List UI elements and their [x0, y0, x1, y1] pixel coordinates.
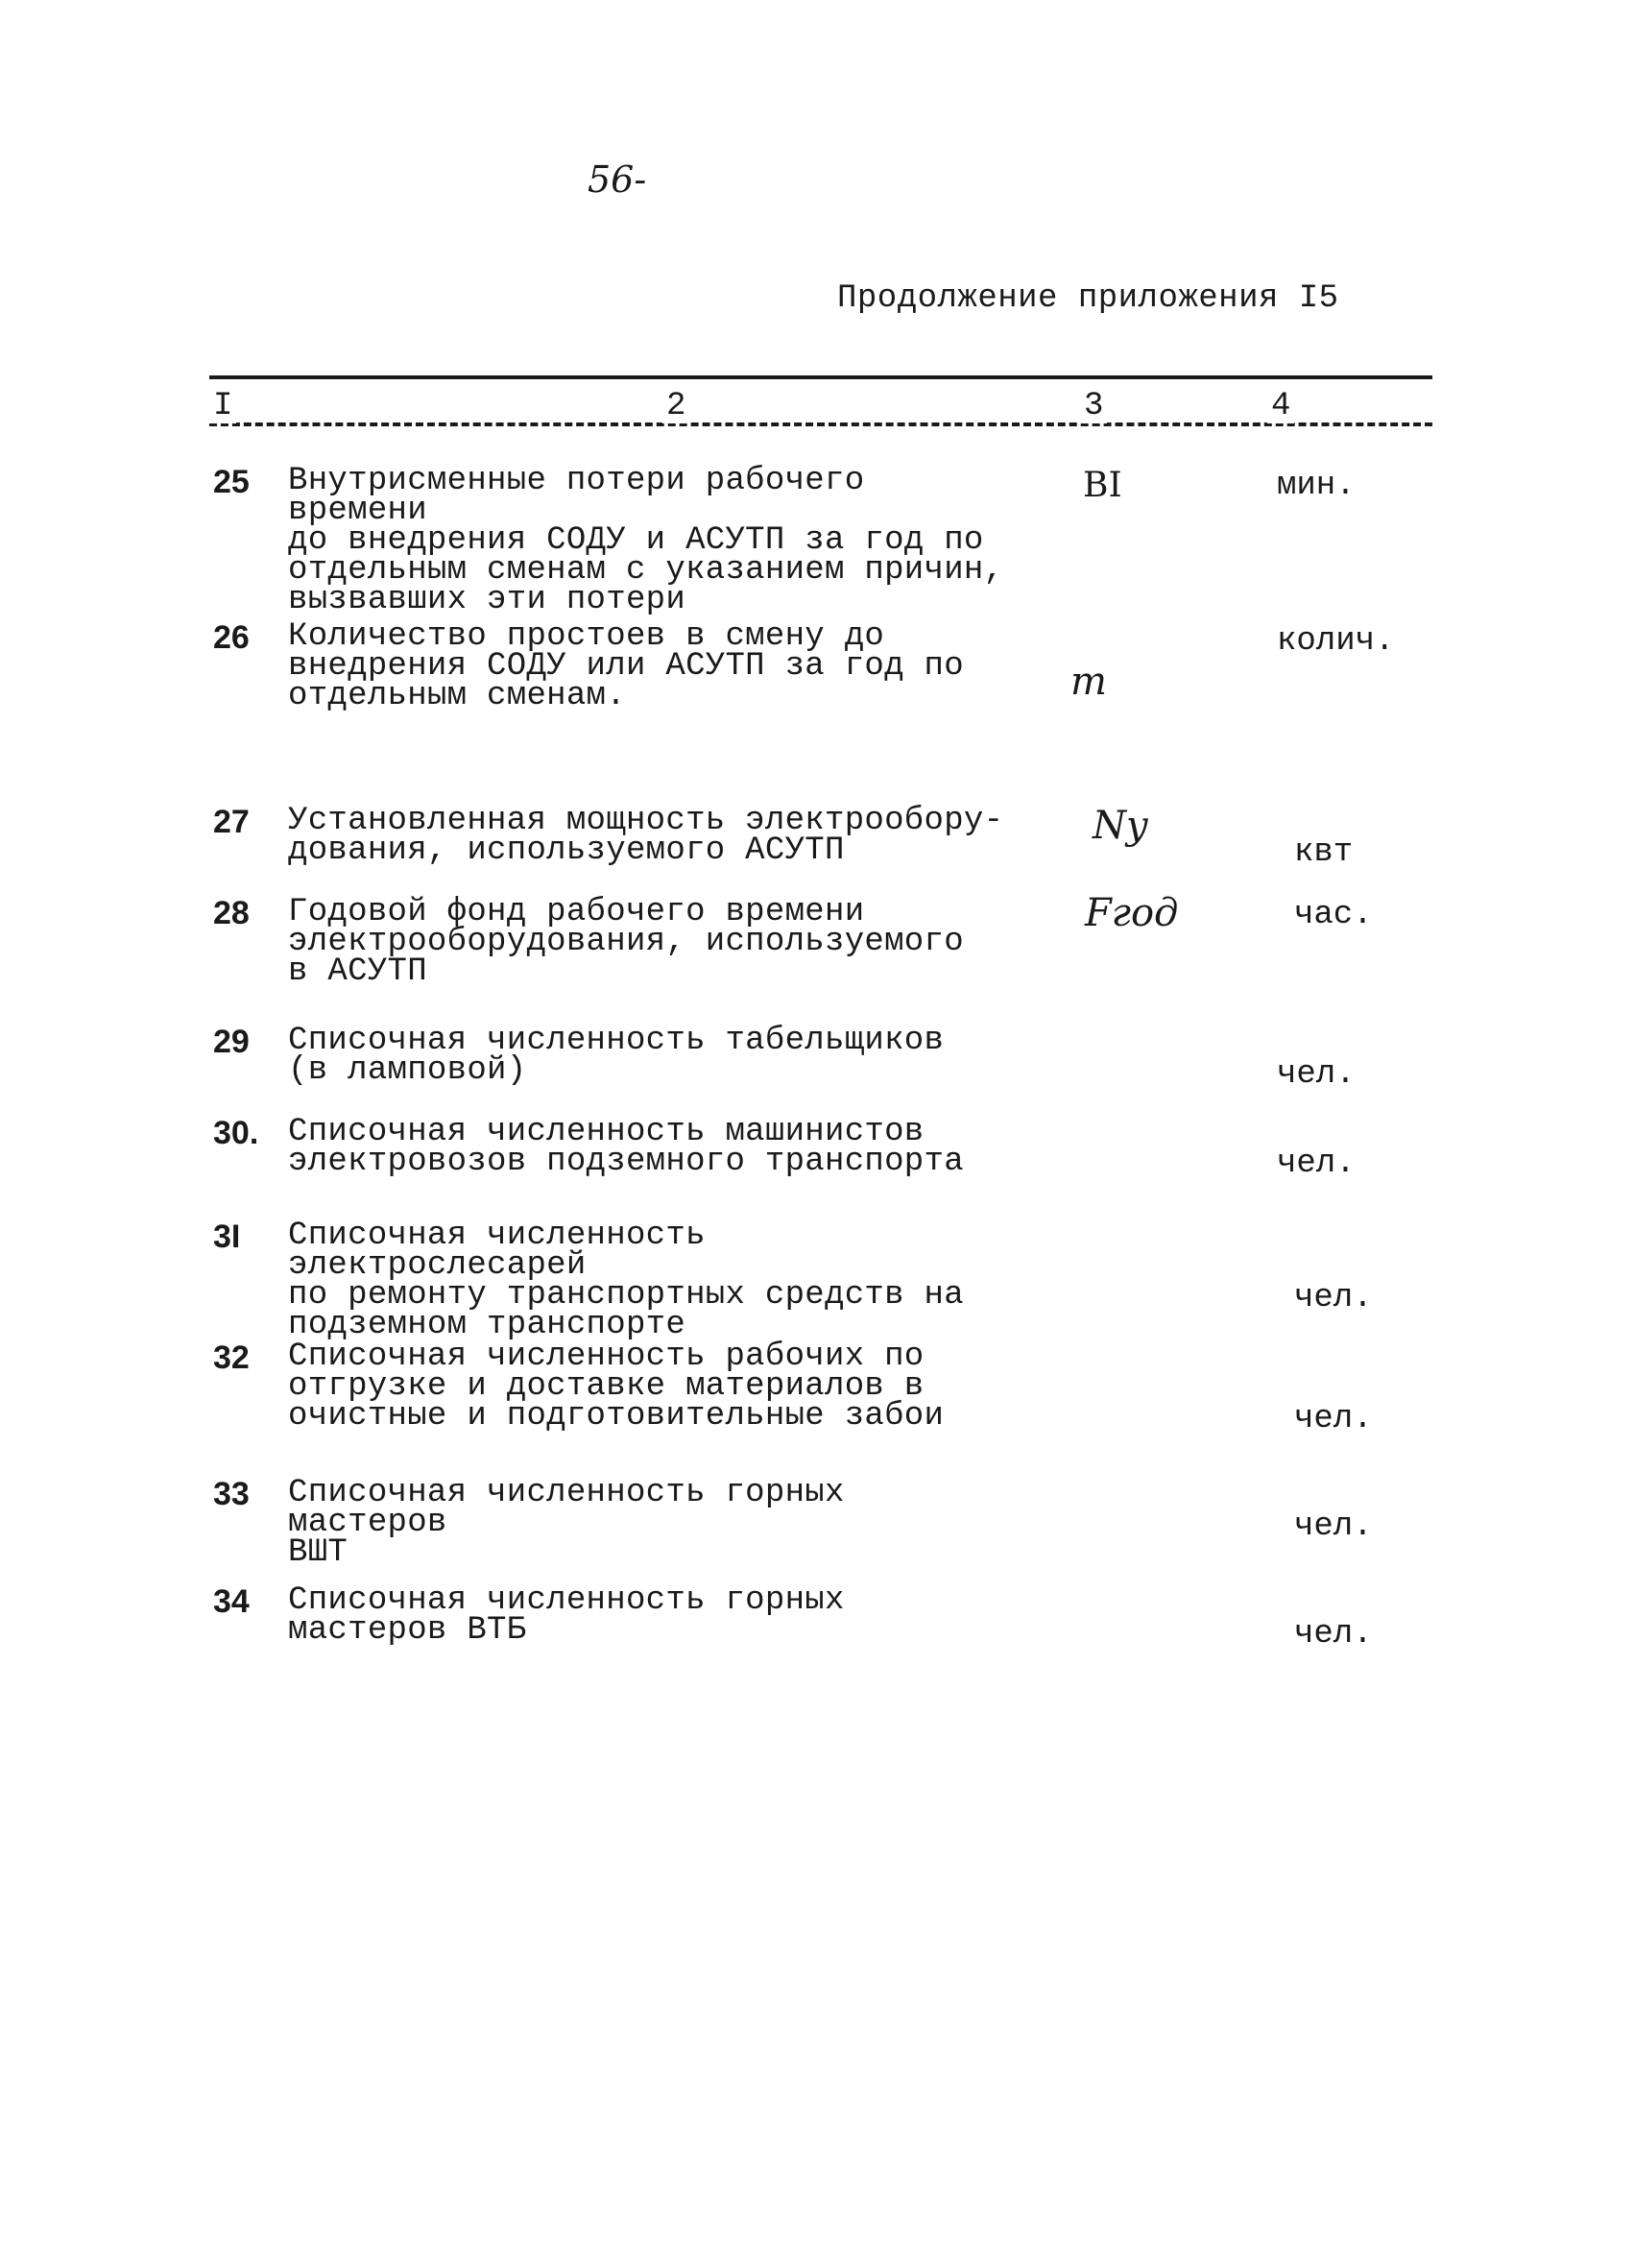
- row-unit: чел.: [1294, 1508, 1373, 1545]
- table-header-dashed-rule: [209, 422, 1432, 426]
- row-unit: чел.: [1294, 1280, 1373, 1316]
- page-number: 56-: [588, 158, 647, 201]
- row-description: Списочная численность горных мастеров ВТБ: [288, 1582, 845, 1649]
- row-unit: час.: [1294, 897, 1373, 933]
- row-symbol: m: [1070, 660, 1107, 704]
- row-unit: чел.: [1277, 1146, 1356, 1182]
- column-header-1: I: [209, 389, 236, 423]
- row-symbol: Fгод: [1085, 891, 1179, 935]
- row-number: 3I: [213, 1218, 241, 1255]
- row-description: Списочная численность табельщиков (в ламповой): [288, 1023, 945, 1089]
- row-symbol: BI: [1083, 466, 1122, 505]
- row-unit: чел.: [1294, 1401, 1373, 1437]
- row-description: Годовой фонд рабочего времени электрооборудования, используемого в АСУТП: [288, 894, 964, 990]
- row-unit: квт: [1294, 834, 1354, 871]
- row-unit: колич.: [1277, 623, 1395, 660]
- continuation-title: Продолжение приложения I5: [837, 280, 1339, 317]
- row-description: Количество простоев в смену до внедрения СОДУ или АСУТП за год по отдельным сменам.: [288, 618, 964, 714]
- row-unit: чел.: [1277, 1056, 1356, 1093]
- column-header-4: 4: [1267, 389, 1294, 423]
- row-description: Списочная численность горных мастеров ВШТ: [288, 1475, 845, 1571]
- row-description: Установленная мощность электрообору- дования, используемого АСУТП: [288, 803, 1004, 869]
- row-unit: мин.: [1277, 468, 1356, 504]
- row-description: Внутрисменные потери рабочего времени до внедрения СОДУ и АСУТП за год по отдельным сменам с указанием причин, вызвавших эти потери: [288, 463, 1004, 618]
- table-top-rule: [209, 375, 1432, 379]
- row-description: Списочная численность машинистов электровозов подземного транспорта: [288, 1114, 964, 1180]
- row-number: 33: [213, 1476, 250, 1512]
- row-number: 28: [213, 895, 250, 931]
- column-header-2: 2: [662, 389, 689, 423]
- row-unit: чел.: [1294, 1616, 1373, 1653]
- row-number: 26: [213, 619, 250, 656]
- row-number: 29: [213, 1024, 250, 1060]
- row-number: 25: [213, 464, 250, 500]
- row-description: Списочная численность электрослесарей по ремонту транспортных средств на подземном транспорте: [288, 1218, 964, 1343]
- row-symbol: Ny: [1093, 804, 1148, 848]
- row-number: 32: [213, 1339, 250, 1376]
- row-number: 27: [213, 804, 250, 840]
- row-number: 30.: [213, 1115, 259, 1151]
- row-number: 34: [213, 1583, 250, 1620]
- row-description: Списочная численность рабочих по отгрузке и доставке материалов в очистные и подготовительные забои: [288, 1339, 945, 1435]
- column-header-3: 3: [1080, 389, 1107, 423]
